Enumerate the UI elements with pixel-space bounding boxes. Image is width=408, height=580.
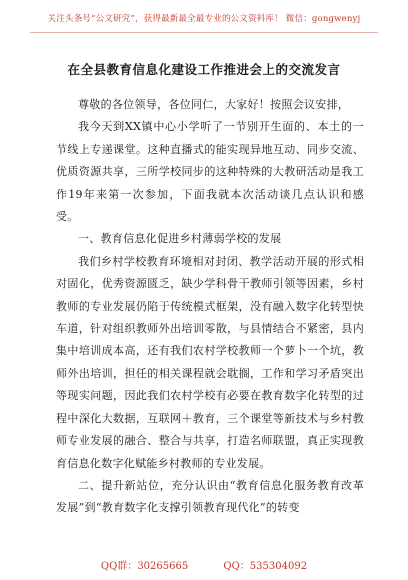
greeting-paragraph: 尊敬的各位领导，各位同仁，大家好！按照会议安排，: [78, 98, 350, 111]
document-body: [56, 94, 364, 520]
page-footer: [0, 557, 408, 572]
section-heading-2: 二、提升新站位，充分认识由“教育信息化服务教育改革发展”到“教育数字化支撑引领教育现代化”的转变: [56, 478, 364, 515]
page-header-banner: 关注头条号“公文研究”，获得最新最全最专业的公文资料库！ 微信：gongwenyj: [47, 14, 361, 24]
header-divider: [30, 32, 378, 33]
footer-qq: QQ：535304092: [223, 561, 308, 572]
section-heading-1: 一、教育信息化促进乡村薄弱学校的发展: [78, 232, 282, 246]
document-title: 在全县教育信息化建设工作推进会上的交流发言: [67, 62, 341, 77]
intro-paragraph: 我今天到XX镇中心小学听了一节别开生面的、本土的一节线上专递课堂。这种直播式的能实现异地互动、同步交流、优质资源共享，三所学校同步的这种特殊的大教研活动是我工作19年来第一次参加，下面我就本次活动谈几点认识和感受。: [56, 120, 364, 224]
footer-qq-group: QQ群：30265665: [100, 561, 189, 572]
section-1-paragraph: 我们乡村学校教育环境相对封闭、教学活动开展的形式相对固化，优秀资源匮乏，缺少学科骨干教师引领等因素，乡村教师的专业发展仍陷于传统模式框架，没有融入数字化转型快车道，针对组织教师外出培训零散，与县情结合不紧密，县内集中培训成本高，还有我们农村学校教师一个萝卜一个坑，教师外出培训，担任的相关课程就会耽搁，工作和学习矛盾突出等现实问题，因此我们农村学校有必要在教育数字化转型的过程中深化大数据，互联网＋教育，三个课堂等新技术与乡村教师专业发展的融合、整合与共享，打造名师联盟，真正实现教育信息化数字化赋能乡村教师的专业发展。: [56, 254, 364, 470]
